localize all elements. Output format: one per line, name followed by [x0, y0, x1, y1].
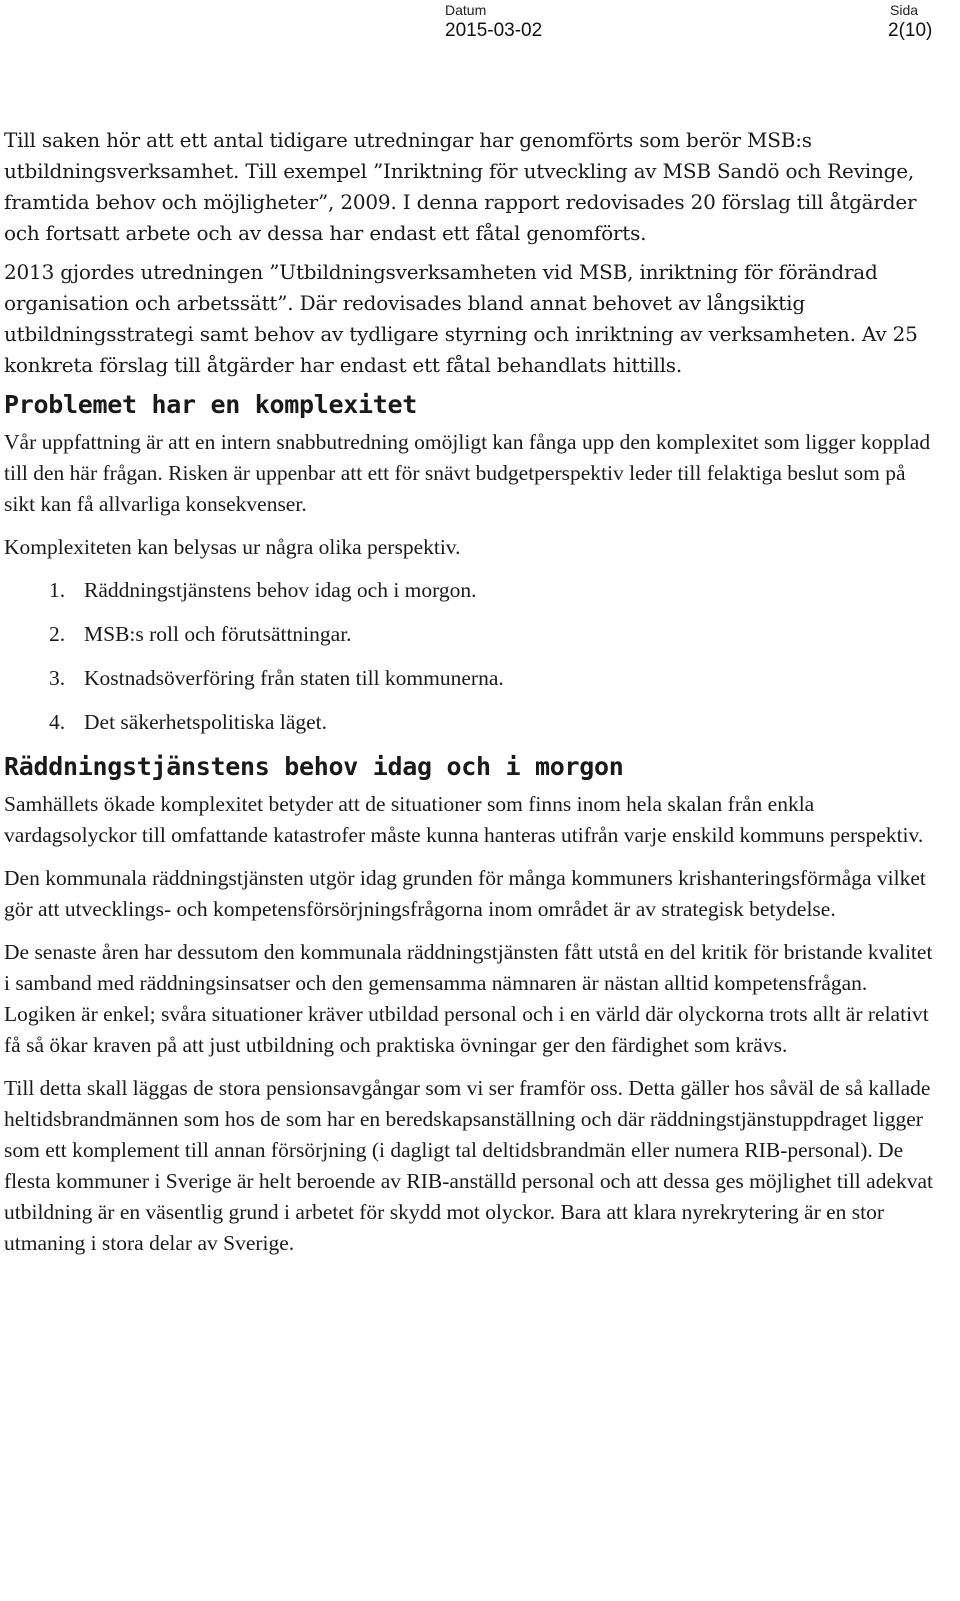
- intro-paragraph-2: 2013 gjordes utredningen ”Utbildningsverksamheten vid MSB, inriktning för förändrad organisation och arbetssätt”. Där redovisades bland annat behovet av långsiktig utbildningsstrategi samt behov av tydligare styrning och inriktning av verksamheten. Av 25 konkreta förslag till åtgärder har endast ett fåtal behandlats hittills.: [4, 260, 918, 377]
- rescue-paragraph-3: De senaste åren har dessutom den kommunala räddningstjänsten fått utstå en del kritik för bristande kvalitet i samband med räddningsinsatser och den gemensamma nämnaren är nästan alltid kompetensfrågan. Logiken är enkel; svåra situationer kräver utbildad personal och i en värld där olyckorna trots allt är relativt få så ökar kraven på att just utbildning och praktiska övningar ger den färdighet som krävs.: [4, 940, 933, 1057]
- list-item: [4, 575, 939, 606]
- list-item: [4, 707, 939, 738]
- page-label: Sida: [890, 2, 919, 18]
- list-item: [4, 663, 939, 694]
- list-item-number: 2.: [49, 622, 66, 646]
- list-item-number: 1.: [49, 578, 66, 602]
- list-item-text: Det säkerhetspolitiska läget.: [84, 710, 327, 734]
- list-item-text: Kostnadsöverföring från staten till kommunerna.: [84, 666, 504, 690]
- date-value: 2015-03-02: [445, 20, 543, 41]
- section-heading-complexity: Problemet har en komplexitet: [4, 390, 418, 419]
- list-item: [4, 619, 939, 650]
- complexity-paragraph-1: Vår uppfattning är att en intern snabbutredning omöjligt kan fånga upp den komplexitet som ligger kopplad till den här frågan. Risken är uppenbar att ett för snävt budgetperspektiv leder till felaktiga beslut som på sikt kan få allvarliga konsekvenser.: [4, 430, 931, 516]
- date-label: Datum: [445, 2, 487, 18]
- list-item-text: Räddningstjänstens behov idag och i morgon.: [84, 578, 477, 602]
- document-body: [4, 125, 939, 1271]
- list-item-number: 3.: [49, 666, 66, 690]
- rescue-paragraph-2: Den kommunala räddningstjänsten utgör idag grunden för många kommuners krishanteringsförmåga vilket gör att utvecklings- och kompetensförsörjningsfrågorna inom området är av strategisk betydelse.: [4, 866, 926, 921]
- rescue-paragraph-4: Till detta skall läggas de stora pensionsavgångar som vi ser framför oss. Detta gäller hos såväl de så kallade heltidsbrandmännen som hos de som har en beredskapsanställning och där räddningstjänstuppdraget ligger som ett komplement till annan försörjning (i dagligt tal deltidsbrandmän eller numera RIB-personal). De flesta kommuner i Sverige är helt beroende av RIB-anställd personal och att dessa ges möjlighet till adekvat utbildning är en väsentlig grund i arbetet för skydd mot olyckor. Bara att klara nyrekrytering är en stor utmaning i stora delar av Sverige.: [4, 1076, 934, 1255]
- intro-paragraph-1: Till saken hör att ett antal tidigare utredningar har genomförts som berör MSB:s utbildningsverksamhet. Till exempel ”Inriktning för utveckling av MSB Sandö och Revinge, framtida behov och möjligheter”, 2009. I denna rapport redovisades 20 förslag till åtgärder och fortsatt arbete och av dessa har endast ett fåtal genomförts.: [4, 128, 917, 245]
- perspective-list: [4, 575, 939, 738]
- page-number: 2(10): [888, 20, 933, 41]
- section-heading-rescue-needs: Räddningstjänstens behov idag och i morgon: [4, 752, 624, 781]
- list-item-number: 4.: [49, 710, 66, 734]
- complexity-paragraph-2: Komplexiteten kan belysas ur några olika perspektiv.: [4, 535, 461, 559]
- page-header: [0, 0, 960, 60]
- list-item-text: MSB:s roll och förutsättningar.: [84, 622, 352, 646]
- rescue-paragraph-1: Samhällets ökade komplexitet betyder att de situationer som finns inom hela skalan från enkla vardagsolyckor till omfattande katastrofer måste kunna hanteras utifrån varje enskild kommuns perspektiv.: [4, 792, 924, 847]
